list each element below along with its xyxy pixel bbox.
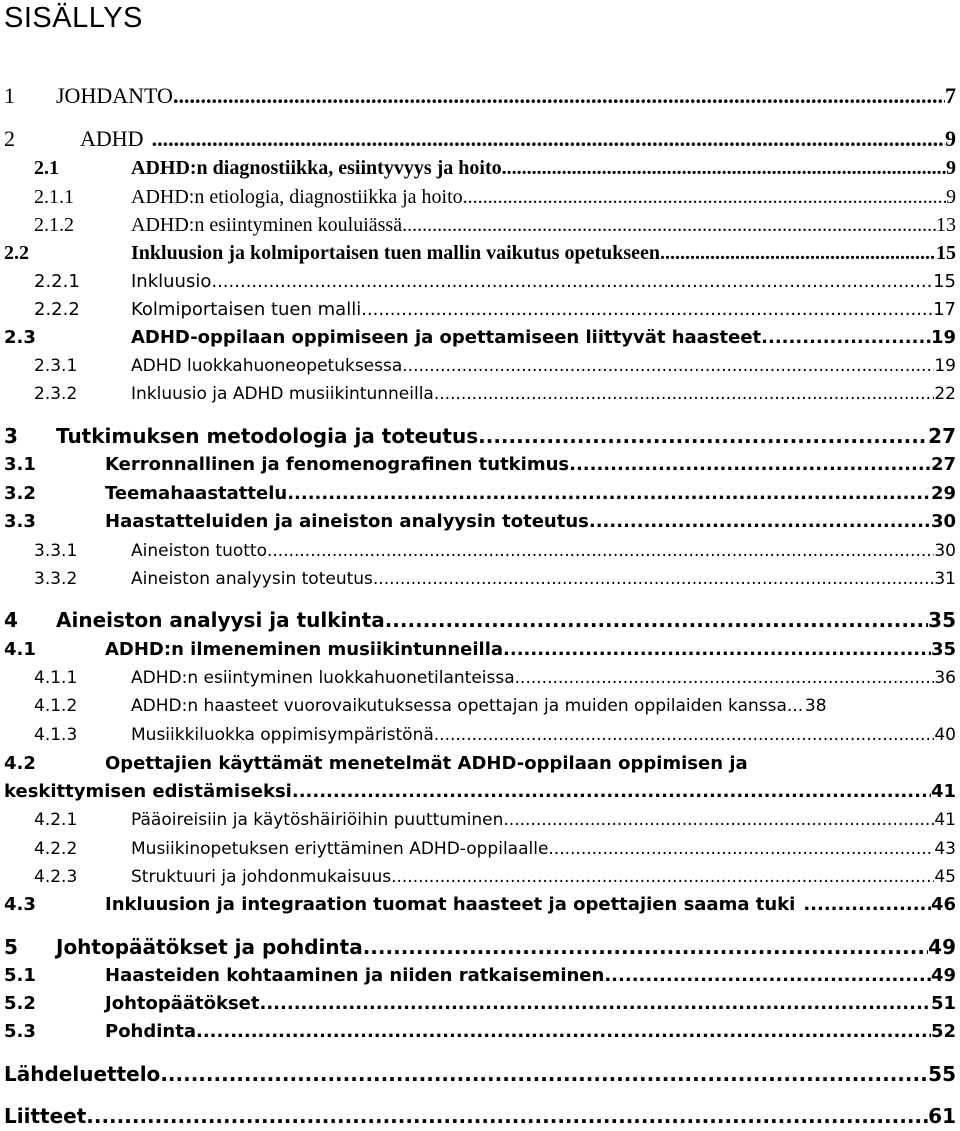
toc-leader-dots — [260, 989, 931, 1019]
toc-entry-4-1-1[interactable] — [34, 663, 956, 693]
toc-entry-number: 3.3.1 — [34, 541, 78, 561]
toc-leader-dots — [385, 605, 928, 635]
toc-entry-page: 49 — [930, 965, 956, 986]
toc-entry-label: Johtopäätökset — [105, 993, 260, 1014]
toc-entry-5-1[interactable] — [4, 961, 956, 991]
toc-entry-number: 4.1.2 — [34, 696, 78, 716]
toc-entry-label: Musiikinopetuksen eriyttäminen ADHD-oppilaalle — [131, 839, 549, 859]
toc-entry-4-2-1[interactable] — [34, 805, 956, 835]
toc-entry-label: ADHD-oppilaan oppimiseen ja opettamiseen liittyvät haasteet — [131, 327, 762, 348]
toc-entry-number: 4.1.1 — [34, 668, 78, 688]
toc-entry-page: 9 — [946, 157, 956, 179]
toc-entry-label: Kerronnallinen ja fenomenografinen tutkimus — [105, 454, 570, 475]
toc-entry-page: 38 — [804, 696, 827, 716]
toc-leader-dots — [660, 238, 936, 268]
toc-entry-label: ADHD luokkahuoneopetuksessa — [131, 356, 403, 376]
toc-entry-page: 15 — [933, 271, 956, 292]
toc-entry-label: Tutkimuksen metodologia ja toteutus — [56, 424, 479, 448]
toc-entry-number: 2 — [4, 126, 15, 151]
toc-entry-label: Kolmiportaisen tuen malli — [131, 299, 362, 320]
toc-entry-number: 4.2.2 — [34, 839, 78, 859]
toc-entry-page: 7 — [945, 83, 956, 108]
toc-entry-page: 19 — [930, 327, 956, 348]
toc-entry-5[interactable] — [4, 932, 956, 962]
toc-entry-number: 2.2 — [4, 242, 29, 264]
toc-entry-page: 35 — [928, 608, 956, 632]
toc-entry-label: JOHDANTO — [56, 83, 173, 108]
toc-entry-5-2[interactable] — [4, 989, 956, 1019]
toc-entry-label: Pohdinta — [105, 1021, 196, 1042]
toc-entry-3[interactable] — [4, 421, 956, 451]
toc-entry-number: 2.3 — [4, 327, 36, 348]
toc-entry-number: 2.1.1 — [34, 186, 74, 208]
toc-leader-dots — [434, 379, 935, 409]
toc-entry-4-2-2[interactable] — [34, 834, 956, 864]
toc-leader-dots — [787, 691, 805, 721]
toc-entry-4-3[interactable] — [4, 890, 956, 920]
toc-leader-dots — [761, 323, 931, 353]
toc-entry-page: 41 — [934, 810, 956, 830]
toc-entry-label: Liitteet — [4, 1104, 87, 1128]
toc-leader-dots — [434, 720, 935, 750]
toc-entry-page: 40 — [934, 725, 956, 745]
toc-entry-number: 4.2.3 — [34, 867, 78, 887]
toc-entry-4-2[interactable] — [4, 749, 956, 779]
toc-entry-number: 2.3.1 — [34, 356, 78, 376]
toc-leader-dots — [589, 507, 931, 537]
toc-entry-references[interactable] — [4, 1059, 956, 1089]
toc-leader-dots — [361, 295, 933, 325]
toc-entry-page: 31 — [934, 569, 956, 589]
toc-entry-1[interactable] — [4, 81, 956, 111]
toc-entry-3-2[interactable] — [4, 479, 956, 509]
toc-leader-dots — [363, 932, 928, 962]
toc-entry-number: 3.1 — [4, 454, 36, 475]
toc-entry-label: ADHD:n diagnostiikka, esiintyvyys ja hoito — [131, 157, 502, 179]
toc-entry-label: ADHD:n ilmeneminen musiikintunneilla — [105, 639, 504, 660]
toc-entry-4-1-2[interactable] — [34, 691, 956, 721]
toc-entry-label: ADHD:n etiologia, diagnostiikka ja hoito — [131, 186, 463, 208]
toc-entry-label: Inkluusion ja kolmiportaisen tuen mallin vaikutus opetukseen — [131, 242, 661, 264]
toc-entry-2-2-1[interactable] — [34, 267, 956, 297]
toc-leader-dots — [478, 421, 928, 451]
toc-entry-label: ADHD:n haasteet vuorovaikutuksessa opettajan ja muiden oppilaiden kanssa — [131, 696, 787, 716]
toc-entry-label: ADHD — [80, 126, 144, 151]
toc-leader-dots — [211, 267, 933, 297]
toc-leader-dots — [402, 351, 934, 381]
toc-entry-number: 4.2.1 — [34, 810, 78, 830]
toc-entry-number: 2.2.1 — [34, 271, 80, 292]
toc-entry-4-2-continued[interactable] — [4, 777, 956, 807]
toc-entry-2-1-2[interactable] — [34, 210, 956, 240]
toc-entry-number: 4.3 — [4, 894, 36, 915]
toc-leader-dots — [515, 663, 935, 693]
toc-entry-label: Opettajien käyttämät menetelmät ADHD-oppilaan oppimisen ja — [105, 753, 748, 774]
toc-entry-page: 49 — [928, 935, 956, 959]
toc-entry-number: 4.1.3 — [34, 725, 78, 745]
toc-entry-label: Teemahaastattelu — [105, 483, 288, 504]
toc-entry-4-1-3[interactable] — [34, 720, 956, 750]
toc-entry-label: Haasteiden kohtaaminen ja niiden ratkaiseminen — [105, 965, 605, 986]
toc-entry-number: 2.1 — [34, 157, 59, 179]
toc-entry-label: Inkluusio — [131, 271, 212, 292]
toc-entry-page: 55 — [928, 1062, 956, 1086]
toc-leader-dots — [502, 153, 946, 183]
toc-leader-dots — [402, 210, 936, 240]
toc-leader-dots — [503, 635, 931, 665]
toc-entry-label: Lähdeluettelo — [4, 1062, 161, 1086]
toc-entry-page: 45 — [934, 867, 956, 887]
toc-leader-dots — [86, 1101, 928, 1131]
toc-entry-number: 5 — [4, 935, 18, 959]
toc-entry-page: 43 — [934, 839, 956, 859]
toc-entry-page: 17 — [933, 299, 956, 320]
toc-leader-dots — [173, 81, 945, 111]
toc-entry-number: 2.3.2 — [34, 384, 78, 404]
toc-entry-number: 4.1 — [4, 639, 36, 660]
toc-entry-4[interactable] — [4, 605, 956, 635]
toc-entry-label: Aineiston analyysin toteutus — [131, 569, 373, 589]
toc-leader-dots — [391, 862, 934, 892]
toc-entry-page: 15 — [936, 242, 956, 264]
toc-entry-4-1[interactable] — [4, 635, 956, 665]
toc-entry-2-3-2[interactable] — [34, 379, 956, 409]
toc-entry-page: 30 — [934, 541, 956, 561]
toc-entry-page: 46 — [930, 894, 956, 915]
toc-entry-page: 29 — [930, 483, 956, 504]
toc-entry-page: 35 — [930, 639, 956, 660]
toc-leader-dots — [152, 124, 945, 154]
toc-entry-5-3[interactable] — [4, 1017, 956, 1047]
toc-entry-label: Aineiston tuotto — [131, 541, 267, 561]
toc-entry-label: ADHD:n esiintyminen kouluiässä — [131, 214, 403, 236]
toc-entry-2-1-1[interactable] — [34, 182, 956, 212]
toc-entry-2-3[interactable] — [4, 323, 956, 353]
toc-entry-page: 22 — [934, 384, 956, 404]
toc-entry-label: Inkluusio ja ADHD musiikintunneilla — [131, 384, 434, 404]
toc-entry-number: 5.3 — [4, 1021, 36, 1042]
toc-entry-3-3[interactable] — [4, 507, 956, 537]
toc-entry-2-2[interactable] — [4, 238, 956, 268]
toc-entry-page: 19 — [934, 356, 956, 376]
toc-entry-3-3-2[interactable] — [34, 564, 956, 594]
toc-leader-dots — [267, 536, 934, 566]
toc-entry-2-2-2[interactable] — [34, 295, 956, 325]
toc-entry-number: 4.2 — [4, 753, 36, 774]
toc-entry-3-3-1[interactable] — [34, 536, 956, 566]
toc-entry-2[interactable] — [4, 124, 956, 154]
toc-entry-page: 9 — [945, 126, 956, 151]
toc-leader-dots — [196, 1017, 931, 1047]
toc-entry-number: 3.2 — [4, 483, 36, 504]
toc-leader-dots — [803, 890, 931, 920]
toc-leader-dots — [160, 1059, 928, 1089]
toc-entry-label: Musiikkiluokka oppimisympäristönä — [131, 725, 434, 745]
toc-entry-number: 5.1 — [4, 965, 36, 986]
toc-entry-3-1[interactable] — [4, 450, 956, 480]
toc-entry-page: 51 — [930, 993, 956, 1014]
toc-entry-label: Pääoireisiin ja käytöshäiriöihin puuttuminen — [131, 810, 504, 830]
toc-leader-dots — [463, 182, 946, 212]
toc-entry-2-1[interactable] — [34, 153, 956, 183]
toc-entry-page: 61 — [928, 1104, 956, 1128]
toc-leader-dots — [373, 564, 934, 594]
toc-entry-page: 9 — [946, 186, 956, 208]
toc-leader-dots — [292, 777, 931, 807]
toc-leader-dots — [569, 450, 931, 480]
toc-entry-page: 36 — [934, 668, 956, 688]
page-title: SISÄLLYS — [4, 2, 143, 34]
toc-entry-label: ADHD:n esiintyminen luokkahuonetilanteissa — [131, 668, 515, 688]
toc-entry-label-continued: keskittymisen edistämiseksi — [4, 781, 292, 802]
toc-entry-appendices[interactable] — [4, 1101, 956, 1131]
toc-entry-page: 41 — [930, 781, 956, 802]
toc-entry-number: 3.3.2 — [34, 569, 78, 589]
toc-leader-dots — [287, 479, 931, 509]
toc-entry-4-2-3[interactable] — [34, 862, 956, 892]
toc-entry-number: 3.3 — [4, 511, 36, 532]
toc-entry-number: 2.2.2 — [34, 299, 80, 320]
toc-entry-label: Inkluusion ja integraation tuomat haasteet ja opettajien saama tuki — [105, 894, 796, 915]
toc-entry-label: Aineiston analyysi ja tulkinta — [56, 608, 385, 632]
toc-leader-dots — [548, 834, 934, 864]
toc-entry-number: 5.2 — [4, 993, 36, 1014]
toc-entry-page: 27 — [930, 454, 956, 475]
toc-entry-page: 52 — [930, 1021, 956, 1042]
toc-leader-dots — [503, 805, 934, 835]
toc-entry-label: Haastatteluiden ja aineiston analyysin toteutus — [105, 511, 589, 532]
toc-entry-number: 4 — [4, 608, 18, 632]
toc-entry-page: 13 — [936, 214, 956, 236]
toc-entry-page: 27 — [928, 424, 956, 448]
toc-leader-dots — [604, 961, 931, 991]
toc-entry-page: 30 — [930, 511, 956, 532]
toc-entry-2-3-1[interactable] — [34, 351, 956, 381]
toc-entry-number: 1 — [4, 83, 15, 108]
toc-entry-label: Struktuuri ja johdonmukaisuus — [131, 867, 392, 887]
toc-entry-number: 2.1.2 — [34, 214, 74, 236]
toc-entry-label: Johtopäätökset ja pohdinta — [56, 935, 363, 959]
toc-entry-number: 3 — [4, 424, 18, 448]
